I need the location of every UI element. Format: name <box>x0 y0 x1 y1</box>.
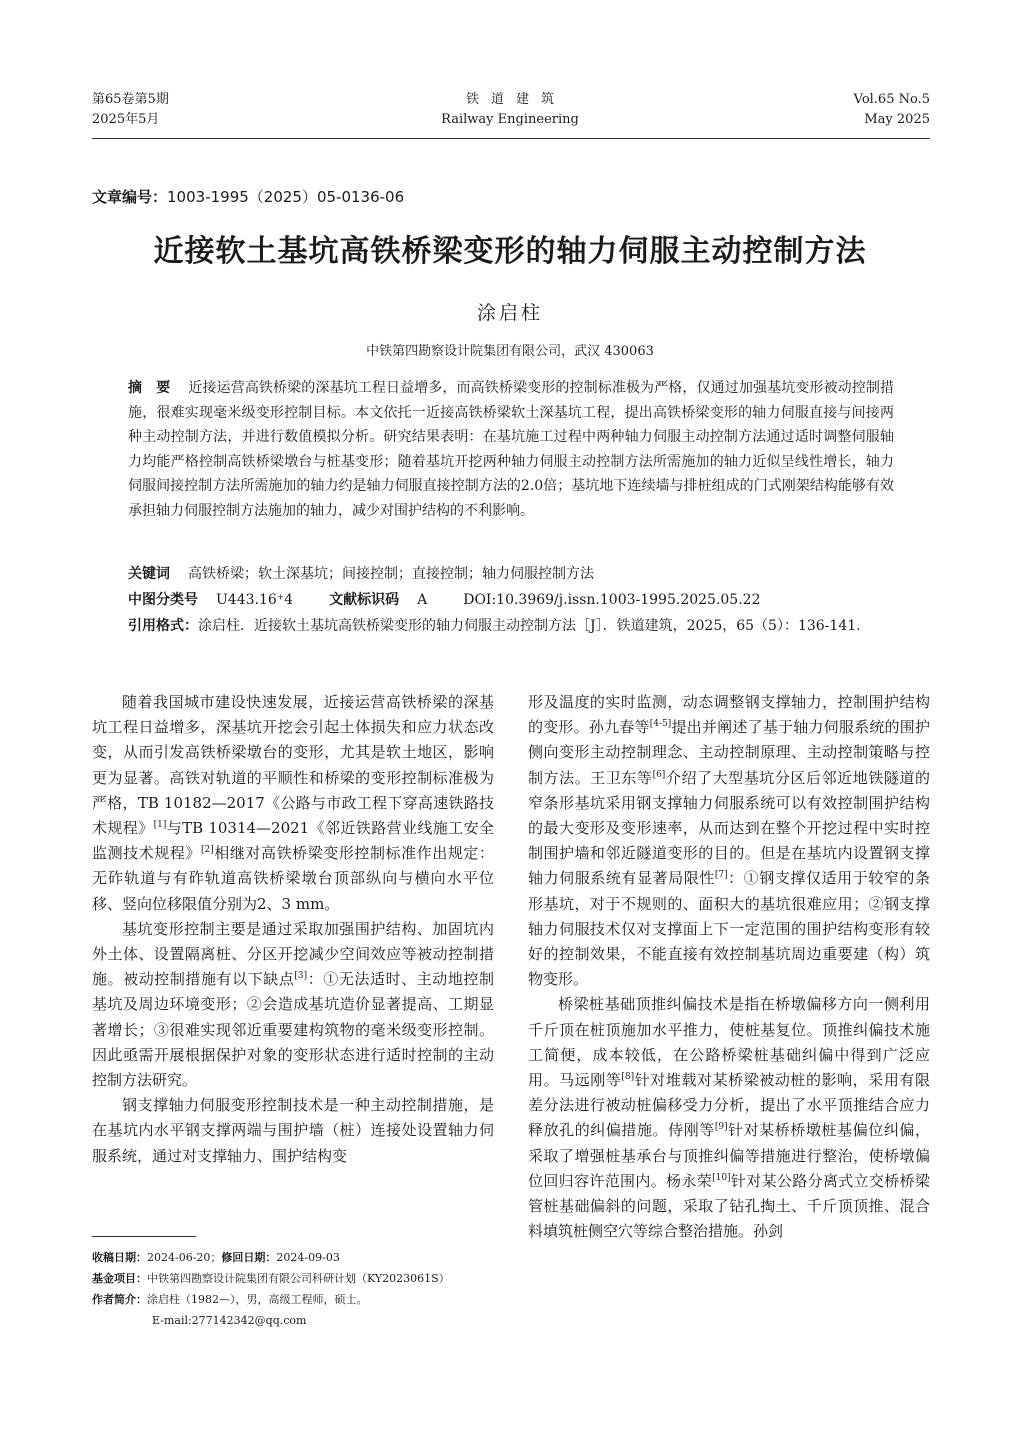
abstract <box>128 376 894 523</box>
citation <box>128 614 894 638</box>
volume-issue-en: Vol.65 No.5 <box>853 92 930 107</box>
citation-label: 引用格式： <box>128 618 198 634</box>
citation-ref[interactable]: [6] <box>652 769 666 780</box>
author-name: 涂启柱 <box>476 302 543 324</box>
citation-text: 涂启柱．近接软土基坑高铁桥梁变形的轴力伺服主动控制方法［J］．铁道建筑，2025，65（5）：136-141. <box>198 618 861 634</box>
publication-date: 2025年5月 <box>92 112 160 127</box>
article-number-label: 文章编号： <box>92 188 168 206</box>
body-column-right <box>528 690 930 1244</box>
classification <box>128 588 894 612</box>
header-right <box>854 90 930 130</box>
footnote-divider <box>92 1236 196 1237</box>
footnote-email[interactable]: E-mail:277142342@qq.com <box>152 1314 307 1327</box>
citation-ref[interactable]: [3] <box>294 971 308 982</box>
doc-code-value: A <box>417 592 428 608</box>
citation-ref[interactable]: [8] <box>621 1072 635 1083</box>
abstract-text: 近接运营高铁桥梁的深基坑工程日益增多，而高铁桥梁变形的控制标准极为严格，仅通过加强基坑变形被动控制措施，很难实现毫米级变形控制目标。本文依托一近接高铁桥梁软土深基坑工程，提出高铁桥梁变形的轴力伺服直接与间接两种主动控制方法，并进行数值模拟分析。研究结果表明：在基坑施工过程中两种轴力伺服主动控制方法通过适时调整伺服轴力均能严格控制高铁桥梁墩台与桩基变形；随着基坑开挖两种轴力伺服主动控制方法所需施加的轴力近似呈线性增长，轴力伺服间接控制方法所需施加的轴力约是轴力伺服直接控制方法的2.0倍；基坑地下连续墙与排桩组成的门式刚架结构能够有效承担轴力伺服控制方法施加的轴力，减少对围护结构的不利影响。 <box>128 380 895 519</box>
footnote-author-bio: 作者简介：涂启柱（1982—），男，高级工程师，硕士。 <box>92 1293 368 1306</box>
keywords-text: 高铁桥梁；软土深基坑；间接控制；直接控制；轴力伺服控制方法 <box>188 566 594 582</box>
keywords-label: 关键词 <box>128 566 170 582</box>
doc-code-label: 文献标识码 <box>329 592 400 608</box>
citation-ref[interactable]: [2] <box>200 845 214 856</box>
journal-name-cn: 铁道建筑 <box>465 92 566 107</box>
citation-ref[interactable]: [7] <box>714 870 728 881</box>
volume-issue: 第65卷第5期 <box>92 92 169 107</box>
body-paragraph: 基坑变形控制主要是通过采取加强围护结构、加固坑内外土体、设置隔离桩、分区开挖减少空间效应等被动控制措施。被动控制措施有以下缺点[3]：①无法适时、主动地控制基坑及周边环境变形；②会造成基坑造价显著提高、工期显著增长；③很难实现邻近重要建构筑物的毫米级变形控制。因此亟需开展根据保护对象的变形状态进行适时控制的主动控制方法研究。 <box>92 919 494 1090</box>
clc-label: 中图分类号 <box>128 592 198 608</box>
body-paragraph: 桥梁桩基础顶推纠偏技术是指在桥墩偏移方向一侧利用千斤顶在桩顶施加水平推力，使桩基复位。顶推纠偏技术施工简便，成本较低，在公路桥梁桩基础纠偏中得到广泛应用。马远刚等[8]针对堆载对某桥梁被动桩的影响，采用有限差分法进行被动桩偏移受力分析，提出了水平顶推结合应力释放孔的纠偏措施。侍刚等[9]针对某桥桥墩桩基偏位纠偏，采取了增强桩基承台与顶推纠偏等措施进行整治，使桥墩偏位回归容许范围内。杨永荣[10]针对某公路分离式立交桥桥梁管桩基础偏斜的问题，采取了钻孔掏土、千斤顶顶推、混合料填筑桩侧空穴等综合整治措施。孙剑 <box>528 995 930 1241</box>
doi: DOI:10.3969/j.issn.1003-1995.2025.05.22 <box>463 592 761 608</box>
citation-ref[interactable]: [1] <box>153 820 167 831</box>
journal-name-en: Railway Engineering <box>441 112 579 127</box>
footnote-dates: 收稿日期：2024-06-20；修回日期：2024-09-03 <box>92 1251 340 1264</box>
citation-ref[interactable]: [9] <box>714 1122 728 1133</box>
citation-ref[interactable]: [10] <box>712 1172 731 1183</box>
body-column-left <box>92 690 494 1169</box>
paper-title: 近接软土基坑高铁桥梁变形的轴力伺服主动控制方法 <box>153 234 867 269</box>
publication-date-en: May 2025 <box>864 112 930 127</box>
keywords <box>128 562 894 586</box>
clc-value: U443.16⁺4 <box>216 592 294 608</box>
author-affiliation: 中铁第四勘察设计院集团有限公司，武汉 430063 <box>366 344 654 359</box>
body-paragraph: 随着我国城市建设快速发展，近接运营高铁桥梁的深基坑工程日益增多，深基坑开挖会引起土体损失和应力状态改变，从而引发高铁桥梁墩台的变形，尤其是软土地区，影响更为显著。高铁对轨道的平顺性和桥梁的变形控制标准极为严格，TB 10182—2017《公路与市政工程下穿高速铁路技术规程》[1]与TB 10314—2021《邻近铁路营业线施工安全监测技术规程》[2]相继对高铁桥梁变形控制标准作出规定：无砟轨道与有砟轨道高铁桥梁墩台顶部纵向与横向水平位移、竖向位移限值分别为2、3 mm。 <box>92 693 494 913</box>
footnote-fund: 基金项目：中铁第四勘察设计院集团有限公司科研计划（KY2023061S） <box>92 1272 450 1285</box>
abstract-label: 摘 要 <box>128 380 171 396</box>
header-divider <box>92 138 930 139</box>
article-number <box>92 186 404 207</box>
body-paragraph: 形及温度的实时监测，动态调整钢支撑轴力，控制围护结构的变形。孙九春等[4-5]提出并阐述了基于轴力伺服系统的围护侧向变形主动控制理念、主动控制原理、主动控制策略与控制方法。王卫东等[6]介绍了大型基坑分区后邻近地铁隧道的窄条形基坑采用钢支撑轴力伺服系统可以有效控制围护结构的最大变形及变形速率，从而达到在整个开挖过程中实时控制围护墙和邻近隧道变形的目的。但是在基坑内设置钢支撑轴力伺服系统有显著局限性[7]：①钢支撑仅适用于较窄的条形基坑，对于不规则的、面积大的基坑很难应用；②钢支撑轴力伺服技术仅对支撑面上下一定范围的围护结构变形有较好的控制效果，不能直接有效控制基坑周边重要建（构）筑物变形。 <box>528 693 930 989</box>
citation-ref[interactable]: [4-5] <box>649 719 672 730</box>
article-number-value: 1003-1995（2025）05-0136-06 <box>167 188 405 206</box>
body-paragraph: 钢支撑轴力伺服变形控制技术是一种主动控制措施，是在基坑内水平钢支撑两端与围护墙（桩）连接处设置轴力伺服系统，通过对支撑轴力、围护结构变 <box>92 1096 494 1165</box>
